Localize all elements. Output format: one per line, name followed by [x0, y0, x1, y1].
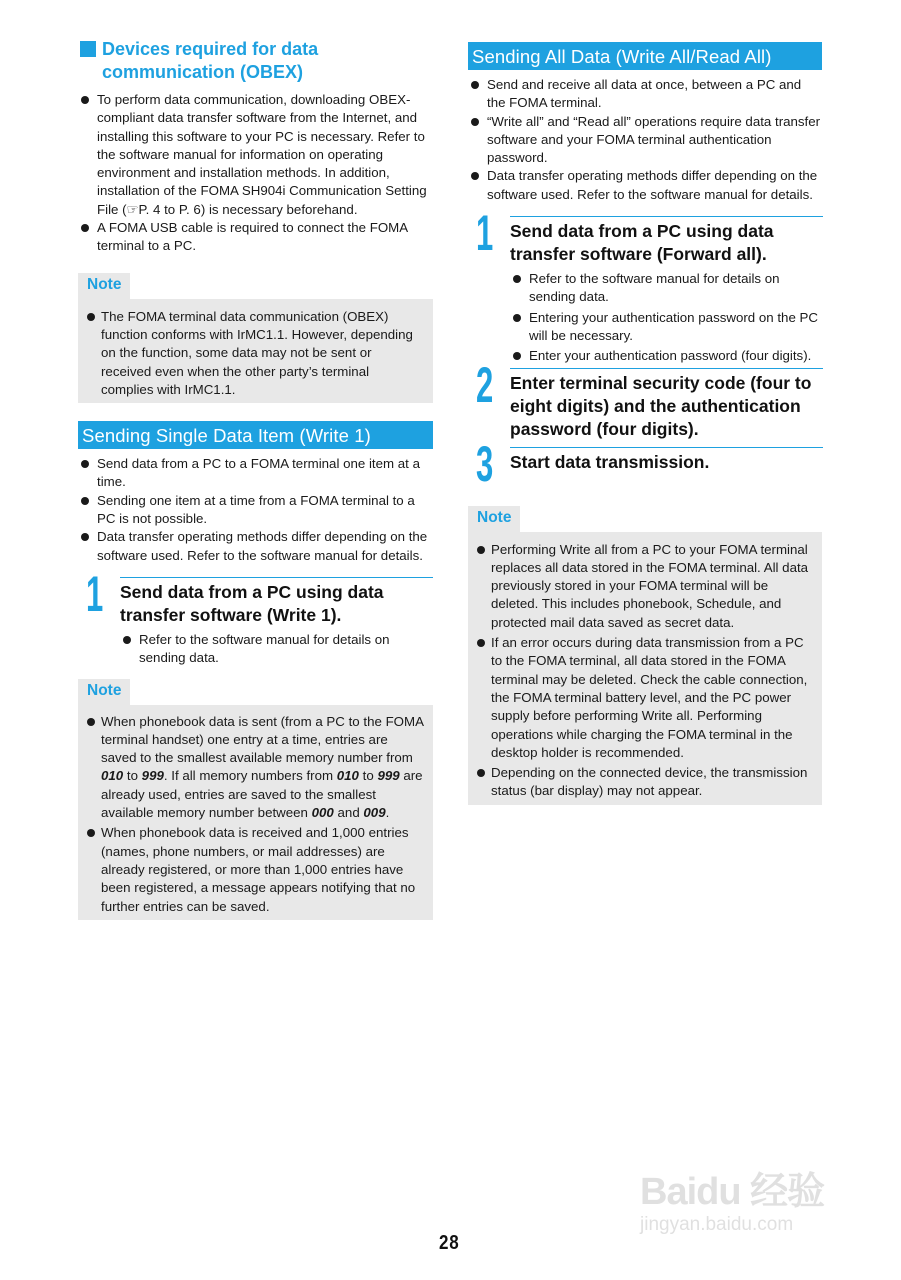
note-label: Note	[78, 273, 130, 299]
step-title: Enter terminal security code (four to eight digits) and the authentication password (four digits).	[510, 372, 812, 439]
right-column	[468, 42, 823, 805]
page-number: 28	[439, 1232, 460, 1254]
bullet-icon	[471, 172, 479, 180]
devices-heading-line1: Devices required for data	[102, 39, 319, 59]
bullet-icon	[81, 497, 89, 505]
bullet-icon	[477, 546, 485, 554]
bullet-icon	[81, 96, 89, 104]
step-divider	[510, 368, 823, 369]
list-item: “Write all” and “Read all” operations require data transfer software and your FOMA terminal authentication password.	[468, 113, 823, 168]
step-divider	[120, 577, 433, 578]
step-title: Send data from a PC using data transfer software (Write 1).	[120, 581, 384, 625]
step-divider	[510, 447, 823, 448]
list-item: The FOMA terminal data communication (OBEX) function conforms with IrMC1.1. However, depending on the function, some data may not be sent or received even when the other party’s terminal complies with IrMC1.1.	[82, 308, 425, 399]
step-3-start-transmission	[468, 435, 823, 492]
bullet-icon	[471, 118, 479, 126]
list-item: When phonebook data is sent (from a PC to the FOMA terminal handset) one entry at a time, entries are saved to the smallest available memory number from 010 to 999. If all memory numbers from 010 to 999 are already used, entries are saved to the smallest available memory number between 000 and 009.	[82, 713, 425, 823]
bullet-icon	[81, 460, 89, 468]
square-marker-icon	[80, 41, 96, 57]
list-item: Depending on the connected device, the transmission status (bar display) may not appear.	[472, 764, 814, 801]
bullet-icon	[477, 639, 485, 647]
list-item: If an error occurs during data transmission from a PC to the FOMA terminal, all data stored in the FOMA terminal may be deleted. Check the cable connection, the FOMA terminal battery level, and the PC power supply before performing Write all. Performing operations while charging the FOMA terminal in the desktop holder is recommended.	[472, 634, 814, 762]
note-box	[78, 705, 433, 920]
devices-bullet-list	[78, 91, 433, 256]
bullet-icon	[81, 224, 89, 232]
list-item: Send data from a PC to a FOMA terminal one item at a time.	[78, 455, 433, 492]
bullet-icon	[87, 313, 95, 321]
list-item: Entering your authentication password on the PC will be necessary.	[510, 309, 823, 346]
step-number: 2	[476, 356, 494, 413]
section-title-write-all: Sending All Data (Write All/Read All)	[468, 42, 822, 70]
note-label: Note	[78, 679, 130, 705]
note-box	[78, 299, 433, 403]
list-item: Performing Write all from a PC to your FOMA terminal replaces all data stored in the FOMA terminal. All data previously stored in your FOMA terminal will be deleted. This includes phonebook, Schedule, and protected mail data saved as secret data.	[472, 541, 814, 632]
bullet-icon	[513, 352, 521, 360]
note-box	[468, 532, 822, 805]
watermark-url: jingyan.baidu.com	[640, 1214, 794, 1235]
step-number: 1	[476, 205, 494, 262]
write-all-bullet-list	[468, 76, 823, 204]
step-1-forward-all	[468, 205, 823, 365]
devices-heading-line2: communication (OBEX)	[102, 62, 304, 82]
step-title: Send data from a PC using data transfer software (Forward all).	[510, 221, 774, 265]
list-item: Sending one item at a time from a FOMA terminal to a PC is not possible.	[78, 492, 433, 529]
left-column	[78, 38, 433, 920]
list-item: Enter your authentication password (four digits).	[510, 347, 823, 365]
list-item: Data transfer operating methods differ depending on the software used. Refer to the software manual for details.	[468, 167, 823, 204]
note-label: Note	[468, 506, 520, 532]
list-item: Refer to the software manual for details on sending data.	[510, 270, 823, 307]
list-item: Send and receive all data at once, between a PC and the FOMA terminal.	[468, 76, 823, 113]
step-number: 1	[86, 565, 104, 622]
bullet-icon	[123, 636, 131, 644]
baidu-watermark	[640, 1150, 850, 1250]
step-number: 3	[476, 435, 494, 492]
bullet-icon	[87, 718, 95, 726]
step-1-write1	[78, 565, 433, 668]
bullet-icon	[81, 533, 89, 541]
list-item: A FOMA USB cable is required to connect the FOMA terminal to a PC.	[78, 219, 433, 256]
bullet-icon	[477, 769, 485, 777]
list-item: When phonebook data is received and 1,000 entries (names, phone numbers, or mail addresses) are already registered, or more than 1,000 entries have been registered, a message appears notifying that no further entries can be saved.	[82, 824, 425, 915]
step-divider	[510, 216, 823, 217]
bullet-icon	[87, 829, 95, 837]
bullet-icon	[471, 81, 479, 89]
step-title: Start data transmission.	[510, 451, 710, 472]
list-item: To perform data communication, downloading OBEX-compliant data transfer software from the Internet, and installing this software to your PC is necessary. Refer to the software manual for information on operating environment and installation methods. In addition, installation of the FOMA SH904i Communication Setting File (☞P. 4 to P. 6) is necessary beforehand.	[78, 91, 433, 219]
devices-heading	[78, 38, 433, 84]
bullet-icon	[513, 275, 521, 283]
section-title-write1: Sending Single Data Item (Write 1)	[78, 421, 433, 449]
list-item: Refer to the software manual for details on sending data.	[120, 631, 433, 668]
list-item: Data transfer operating methods differ depending on the software used. Refer to the software manual for details.	[78, 528, 433, 565]
write1-bullet-list	[78, 455, 433, 565]
bullet-icon	[513, 314, 521, 322]
watermark-logo: Baidu 经验	[640, 1171, 825, 1213]
